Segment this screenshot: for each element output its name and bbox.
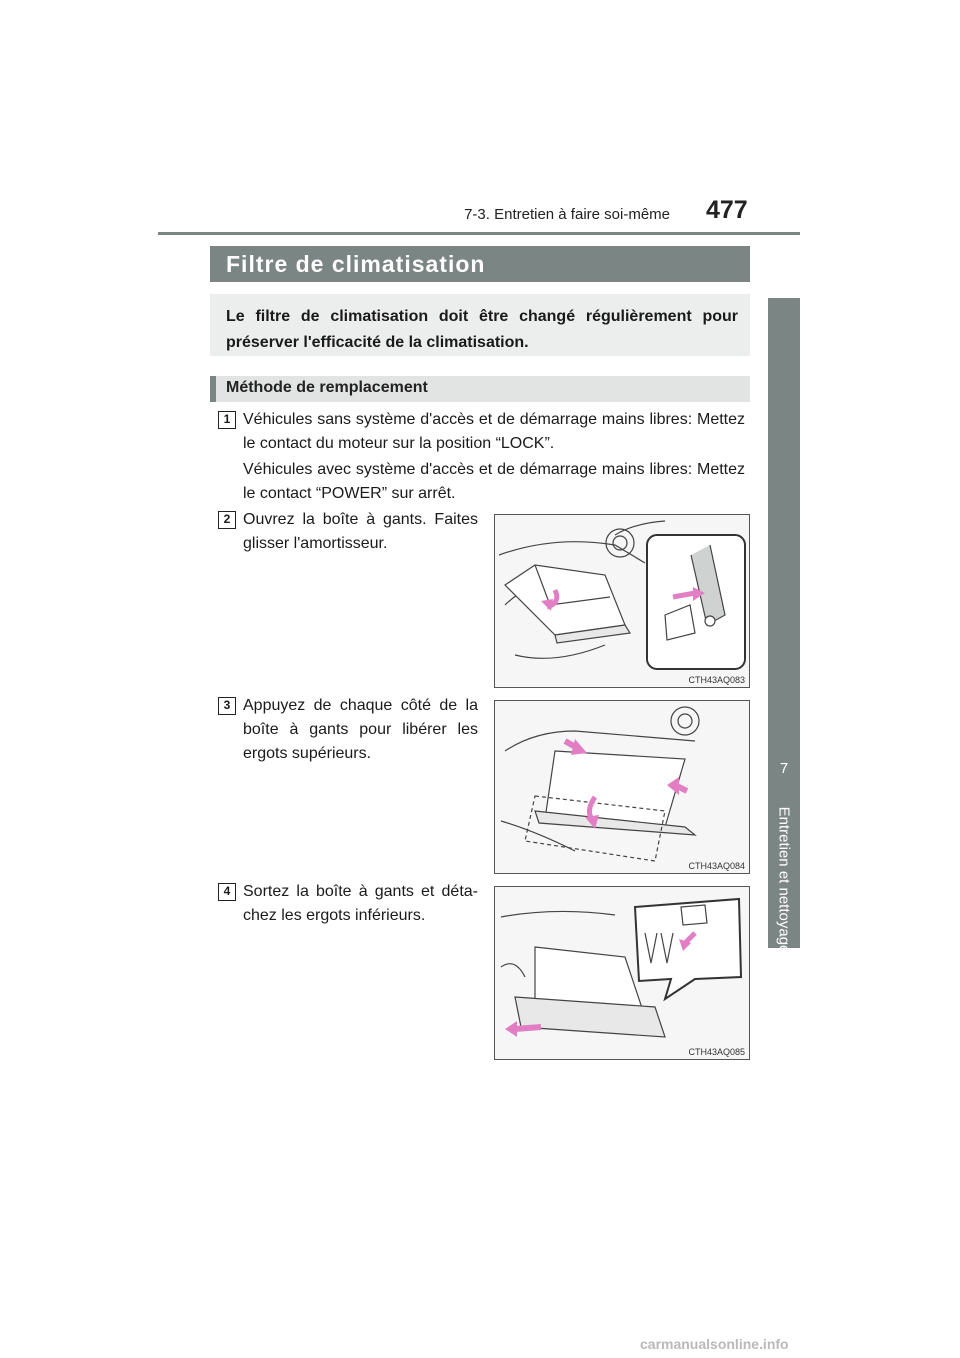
step-3-text: Appuyez de chaque côté de la boîte à gants pour libérer les ergots supérieurs. <box>243 697 478 762</box>
pull-arrow-icon <box>515 1027 541 1029</box>
glovebox-open-illustration <box>495 515 749 687</box>
figure-glovebox-remove <box>494 886 750 1060</box>
figure-glovebox-damper <box>494 514 750 688</box>
header-rule <box>158 232 800 235</box>
glovebox-remove-illustration <box>495 887 749 1059</box>
page-title: Filtre de climatisation <box>210 246 750 282</box>
watermark: carmanualsonline.info <box>640 1336 789 1352</box>
step-4-text: Sortez la boîte à gants et déta-chez les ergots inférieurs. <box>243 883 478 924</box>
step-number-1: 1 <box>218 411 236 429</box>
step-number-2: 2 <box>218 511 236 529</box>
chapter-label: Entretien et nettoyage <box>775 806 793 954</box>
step-number-3: 3 <box>218 697 236 715</box>
glovebox-press-illustration <box>495 701 749 873</box>
step-1-text-alt: Véhicules avec système d'accès et de démarrage mains libres: Mettez le contact “POWER” sur arrêt. <box>243 461 745 502</box>
step-1-text: Véhicules sans système d'accès et de démarrage mains libres: Mettez le contact du moteur sur la position “LOCK”. <box>243 411 745 452</box>
step-2-text: Ouvrez la boîte à gants. Faites glisser l'amortisseur. <box>243 511 478 552</box>
page-number: 477 <box>706 196 748 224</box>
section-header: 7-3. Entretien à faire soi-même <box>464 206 670 223</box>
step-number-4: 4 <box>218 883 236 901</box>
figure-glovebox-press <box>494 700 750 874</box>
intro-box: Le filtre de climatisation doit être changé régulièrement pour préserver l'efficacité de la climatisation. <box>210 294 750 356</box>
subheading-accent <box>210 376 216 402</box>
subheading-text: Méthode de remplacement <box>226 379 428 396</box>
subheading <box>210 376 750 402</box>
chapter-number: 7 <box>779 760 789 777</box>
figure-code-4: CTH43AQ085 <box>688 1047 745 1057</box>
figure-code-3: CTH43AQ084 <box>688 861 745 871</box>
figure-code-2: CTH43AQ083 <box>688 675 745 685</box>
detail-callout <box>635 899 741 999</box>
